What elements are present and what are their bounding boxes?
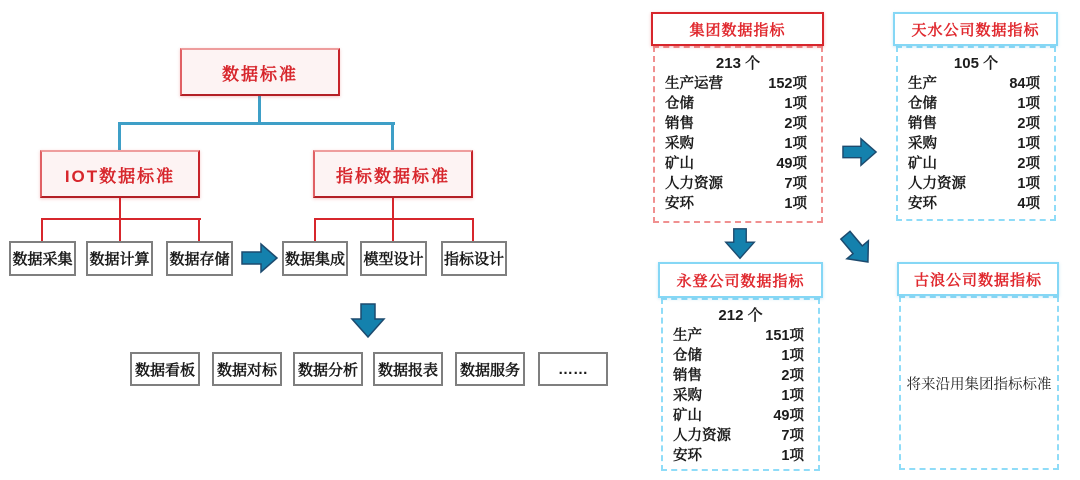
row-label: 仓储 (673, 348, 702, 364)
panel-row (655, 174, 821, 194)
row-value: 4项 (1017, 196, 1040, 212)
panel-row (655, 194, 821, 214)
row-label: 生产运营 (665, 76, 723, 92)
connector-line (119, 218, 121, 242)
row-value: 2项 (1017, 116, 1040, 132)
panel-row (663, 366, 818, 386)
connector-line (391, 122, 394, 151)
row-label: 人力资源 (673, 428, 731, 444)
node-data-report: 数据报表 (373, 352, 443, 386)
connector-line (119, 198, 121, 219)
row-label: 仓储 (908, 96, 937, 112)
row-value: 2项 (781, 368, 804, 384)
node-data-storage: 数据存储 (166, 241, 233, 276)
row-label: 安环 (673, 448, 702, 464)
row-label: 生产 (908, 76, 937, 92)
right-arrow-icon (842, 132, 878, 172)
row-label: 销售 (673, 368, 702, 384)
panel-gulang-note-wrap (901, 298, 1057, 468)
node-indicator-design: 指标设计 (441, 241, 507, 276)
panel-row (663, 386, 818, 406)
down-arrow-icon (723, 226, 757, 262)
connector-line (392, 218, 394, 242)
row-value: 1项 (1017, 96, 1040, 112)
node-data-integration: 数据集成 (282, 241, 348, 276)
row-value: 7项 (784, 176, 807, 192)
row-label: 仓储 (665, 96, 694, 112)
row-label: 生产 (673, 328, 702, 344)
connector-line (258, 96, 261, 124)
panel-tianshui-title (893, 12, 1058, 46)
panel-gulang-body (899, 296, 1059, 470)
panel-group-title-label: 集团数据指标 (689, 21, 786, 39)
node-iot-standard: IOT数据标准 (40, 150, 200, 198)
row-value: 2项 (1017, 156, 1040, 172)
panel-row (898, 134, 1054, 154)
panel-row (663, 326, 818, 346)
panel-row (663, 346, 818, 366)
right-arrow-icon (241, 240, 279, 276)
connector-line (314, 218, 316, 242)
row-value: 151项 (765, 328, 804, 344)
panel-group-count: 213 个 (715, 55, 761, 72)
row-label: 矿山 (908, 156, 937, 172)
panel-row (898, 94, 1054, 114)
row-value: 1项 (781, 388, 804, 404)
row-value: 1项 (784, 96, 807, 112)
row-label: 人力资源 (665, 176, 723, 192)
panel-row (663, 446, 818, 466)
panel-row (898, 154, 1054, 174)
row-label: 安环 (665, 196, 694, 212)
row-value: 1项 (1017, 136, 1040, 152)
connector-line (118, 122, 395, 125)
panel-gulang-title (897, 262, 1059, 296)
panel-tianshui-title-label: 天水公司数据指标 (911, 21, 1040, 39)
node-data-computation: 数据计算 (86, 241, 153, 276)
row-value: 84项 (1009, 76, 1040, 92)
panel-row (655, 74, 821, 94)
node-data-service: 数据服务 (455, 352, 525, 386)
row-label: 采购 (665, 136, 694, 152)
row-label: 销售 (665, 116, 694, 132)
panel-tianshui-body (896, 46, 1056, 221)
panel-row (663, 406, 818, 426)
row-label: 销售 (908, 116, 937, 132)
panel-gulang-title-label: 古浪公司数据指标 (913, 271, 1042, 289)
panel-yongdeng-count: 212 个 (718, 307, 763, 324)
row-value: 7项 (781, 428, 804, 444)
panel-row (655, 154, 821, 174)
panel-row (898, 194, 1054, 214)
connector-line (314, 218, 474, 220)
connector-line (472, 218, 474, 242)
down-arrow-icon (349, 303, 387, 339)
row-label: 矿山 (673, 408, 702, 424)
node-data-benchmark: 数据对标 (212, 352, 282, 386)
row-label: 矿山 (665, 156, 694, 172)
row-value: 2项 (784, 116, 807, 132)
row-label: 人力资源 (908, 176, 966, 192)
row-value: 1项 (784, 136, 807, 152)
node-data-analysis: 数据分析 (293, 352, 363, 386)
connector-line (41, 218, 201, 220)
node-model-design: 模型设计 (360, 241, 427, 276)
row-value: 152项 (768, 76, 807, 92)
panel-group-title (651, 12, 824, 46)
panel-tianshui-count: 105 个 (953, 55, 999, 72)
panel-yongdeng-title (658, 262, 823, 298)
node-ellipsis: …… (538, 352, 608, 386)
row-value: 49项 (776, 156, 807, 172)
panel-yongdeng-body (661, 298, 820, 471)
connector-line (118, 122, 121, 151)
node-data-collection: 数据采集 (9, 241, 76, 276)
panel-row (898, 114, 1054, 134)
node-indicator-standard: 指标数据标准 (313, 150, 473, 198)
row-value: 49项 (773, 408, 804, 424)
row-label: 安环 (908, 196, 937, 212)
connector-line (41, 218, 43, 242)
connector-line (392, 198, 394, 219)
row-label: 采购 (673, 388, 702, 404)
node-data-standard: 数据标准 (180, 48, 340, 96)
panel-row (655, 94, 821, 114)
panel-row (655, 134, 821, 154)
row-value: 1项 (784, 196, 807, 212)
panel-row (898, 174, 1054, 194)
row-label: 采购 (908, 136, 937, 152)
diagonal-arrow-icon (831, 223, 883, 275)
panel-row (663, 426, 818, 446)
node-data-dashboard: 数据看板 (130, 352, 200, 386)
row-value: 1项 (781, 348, 804, 364)
row-value: 1项 (781, 448, 804, 464)
panel-row (655, 114, 821, 134)
panel-gulang-note: 将来沿用集团指标标准 (906, 376, 1052, 393)
panel-group-body (653, 46, 823, 223)
panel-row (898, 74, 1054, 94)
panel-yongdeng-title-label: 永登公司数据指标 (676, 272, 805, 290)
row-value: 1项 (1017, 176, 1040, 192)
connector-line (198, 218, 200, 242)
